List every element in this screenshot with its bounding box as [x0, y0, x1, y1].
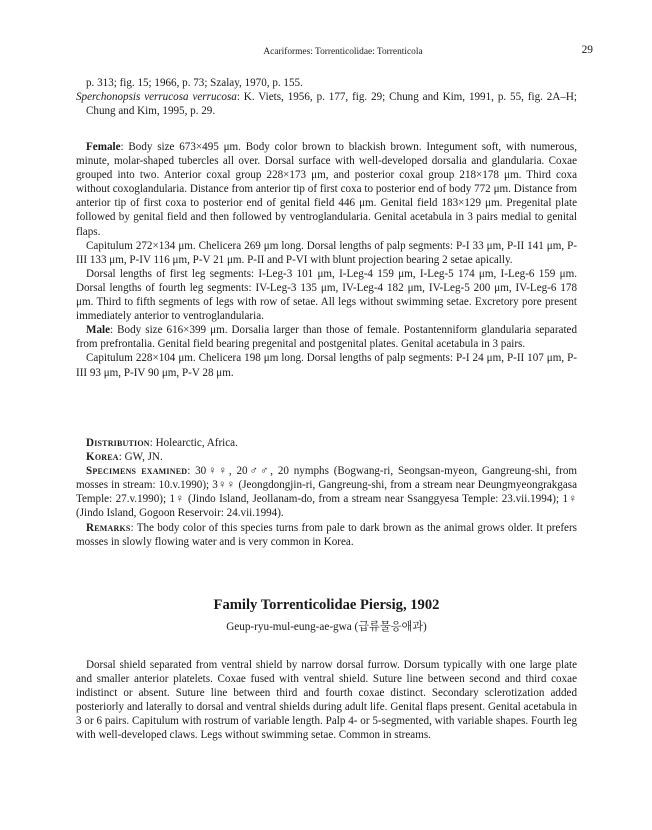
taxon-name: Sperchonopsis verrucosa verrucosa: [76, 91, 237, 104]
family-description-block: [76, 658, 577, 743]
specimens-label: Specimens examined: [86, 465, 188, 478]
distribution-paragraph: [76, 436, 577, 450]
remarks-paragraph: [76, 521, 577, 549]
specimens-paragraph: [76, 464, 577, 520]
female-text: : Body size 673×495 μm. Body color brown to blackish brown. Integument soft, with numerous, minute, molar-shaped tubercles all over. Dorsal surface with well-developed dorsalia and glandularia. Coxae grouped into two. Anterior coxal group 228×173 μm, and posterior coxal group 218×178 μm. Third coxa without coxoglandularia. Distance from anterior tip of first coxa to posterior end of body 772 μm. Distance from anterior tip of first coxa to posterior end of genital field 446 μm. Genital field 183×129 μm. Pregenital plate followed by genital field and then followed by ventroglandularia. Genital acetabula in 3 pairs medial to genital flaps.: [76, 141, 577, 238]
running-title: Acariformes: Torrenticolidae: Torrenticola: [263, 47, 423, 57]
remarks-text: : The body color of this species turns from pale to dark brown as the animal grows older. It prefers mosses in slowly flowing water and is very common in Korea.: [76, 521, 577, 548]
page-number: 29: [581, 44, 593, 56]
synonymy-block: [76, 76, 577, 118]
remarks-label: Remarks: [86, 521, 131, 534]
female-capitulum-paragraph: Capitulum 272×134 μm. Chelicera 269 μm long. Dorsal lengths of palp segments: P-I 33 μm, P-II 141 μm, P-III 133 μm, P-IV 116 μm, P-V 21 μm. P-II and P-VI with blunt projection bearing 2 setae apically.: [76, 239, 577, 266]
distribution-text: : Holearctic, Africa.: [149, 437, 238, 449]
male-capitulum-paragraph: Capitulum 228×104 μm. Chelicera 198 μm long. Dorsal lengths of palp segments: P-I 24 μm, P-II 107 μm, P-III 93 μm, P-IV 90 μm, P-V 28 μm.: [76, 352, 577, 379]
synonymy-citation: : K. Viets, 1956, p. 177, fig. 29; Chung and Kim, 1991, p. 55, fig. 2A–H; Chung and Kim, 1995, p. 29.: [86, 91, 577, 118]
family-heading: Family Torrenticolidae Piersig, 1902: [213, 597, 440, 613]
korea-label: Korea: [86, 451, 119, 464]
female-legs-paragraph: Dorsal lengths of first leg segments: I-Leg-3 101 μm, I-Leg-4 159 μm, I-Leg-5 174 μm, I-Leg-6 159 μm. Dorsal lengths of fourth leg segments: IV-Leg-3 135 μm, IV-Leg-4 182 μm, IV-Leg-5 200 μm, IV-Leg-6 178 μm. Third to fifth segments of legs with row of setae. All legs without swimming setae. Excretory pore present immediately anterior to ventroglandularia.: [76, 267, 577, 323]
family-description: Dorsal shield separated from ventral shield by narrow dorsal furrow. Dorsum typically with one large plate and smaller anterior platelets. Coxae fused with ventral shield. Suture line between second and third coxae indistinct or absent. Suture line between third and fourth coxae distinct. Secondary sclerotization added posteriorly and laterally to dorsal and ventral shields during adult life. Genital flaps present. Genital acetabula in 3 or 6 pairs. Capitulum with rostrum of variable length. Palp 4- or 5-segmented, with variable shapes. Fourth leg with well-developed claws. Legs without swimming setae. Common in streams.: [76, 659, 577, 742]
description-block: [76, 140, 577, 380]
female-label: Female: [86, 141, 121, 153]
female-paragraph: [76, 140, 577, 239]
distribution-label: Distribution: [86, 437, 150, 449]
specimens-text: : 30♀♀, 20♂♂, 20 nymphs (Bogwang-ri, Seongsan-myeon, Gangreung-shi, from mosses in stream: 10.v.1990); 3♀♀ (Jeongdongjin-ri, Gangreung-shi, from a stream near Deungmyeongrakgasa Temple: 27.v.1990); 1♀ (Jindo Island, Jeollanam-do, from a stream near Ssanggyesa Temple: 23.vii.1994); 1♀ (Jindo Island, Gogoon Reservoir: 24.vii.1994).: [76, 465, 577, 520]
records-block: [76, 436, 577, 549]
synonymy-line-1: p. 313; fig. 15; 1966, p. 73; Szalay, 1970, p. 155.: [86, 77, 303, 89]
family-korean-name: Geup-ryu-mul-eung-ae-gwa (급류물응애과): [226, 621, 427, 633]
running-header: [0, 41, 652, 57]
male-text: : Body size 616×399 μm. Dorsalia larger than those of female. Postantenniform glandularia separated from prefrontalia. Genital field bearing pregenital and postgenital plates. Genital acetabula in 3 pairs.: [76, 324, 577, 351]
korea-text: : GW, JN.: [118, 451, 163, 464]
synonymy-line-2: [76, 90, 577, 118]
male-paragraph: [76, 323, 577, 351]
korea-paragraph: [76, 450, 577, 464]
male-label: Male: [86, 324, 111, 337]
